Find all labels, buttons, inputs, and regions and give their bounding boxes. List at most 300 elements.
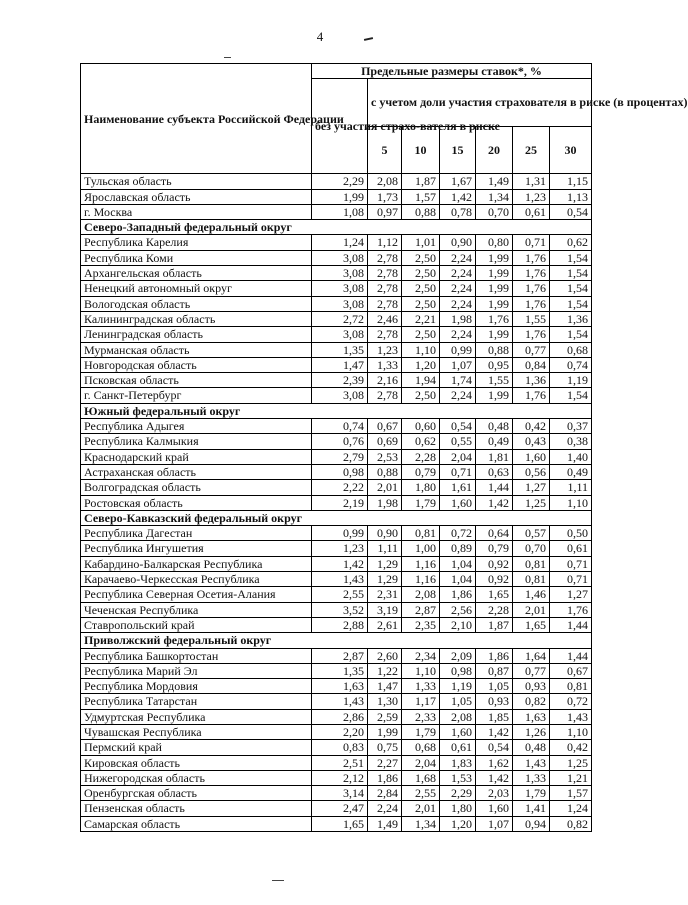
rate-with-participation: 1,27 [513, 480, 550, 495]
rate-with-participation: 1,20 [402, 357, 440, 372]
rate-with-participation: 1,22 [368, 663, 402, 678]
rate-with-participation: 1,15 [550, 174, 592, 189]
rate-with-participation: 1,43 [513, 755, 550, 770]
rate-with-participation: 0,81 [402, 526, 440, 541]
rate-with-participation: 1,99 [476, 327, 513, 342]
rate-with-participation: 1,19 [550, 373, 592, 388]
region-name: Оренбургская область [81, 786, 312, 801]
rate-with-participation: 2,24 [440, 250, 476, 265]
rate-with-participation: 1,46 [513, 587, 550, 602]
rate-with-participation: 1,99 [476, 250, 513, 265]
region-name: Архангельская область [81, 266, 312, 281]
rate-with-participation: 0,61 [440, 740, 476, 755]
rate-without-participation: 1,23 [312, 541, 368, 556]
table-row [81, 617, 592, 632]
rate-with-participation: 2,29 [440, 786, 476, 801]
rate-with-participation: 0,54 [476, 740, 513, 755]
rate-with-participation: 2,78 [368, 250, 402, 265]
rate-with-participation: 2,24 [440, 327, 476, 342]
table-row [81, 526, 592, 541]
rate-with-participation: 1,99 [476, 388, 513, 403]
rate-with-participation: 0,82 [550, 816, 592, 831]
percent-header: 10 [402, 126, 440, 174]
rate-with-participation: 0,57 [513, 526, 550, 541]
rate-with-participation: 1,76 [513, 281, 550, 296]
rate-with-participation: 0,81 [513, 556, 550, 571]
region-name: Краснодарский край [81, 449, 312, 464]
rate-with-participation: 1,64 [513, 648, 550, 663]
rate-without-participation: 0,98 [312, 464, 368, 479]
rate-without-participation: 1,35 [312, 342, 368, 357]
rate-with-participation: 2,04 [440, 449, 476, 464]
rate-with-participation: 1,54 [550, 296, 592, 311]
scan-mark [272, 880, 284, 881]
without-participation-header: без участия страхо-вателя в риске [312, 79, 368, 174]
rate-with-participation: 1,31 [513, 174, 550, 189]
rate-with-participation: 1,13 [550, 189, 592, 204]
rate-with-participation: 2,01 [402, 801, 440, 816]
rate-with-participation: 2,78 [368, 266, 402, 281]
rate-with-participation: 0,38 [550, 434, 592, 449]
table-row [81, 816, 592, 831]
rate-without-participation: 0,83 [312, 740, 368, 755]
region-name: Ненецкий автономный округ [81, 281, 312, 296]
rate-with-participation: 1,99 [368, 724, 402, 739]
rate-with-participation: 2,60 [368, 648, 402, 663]
rate-with-participation: 1,62 [476, 755, 513, 770]
rate-with-participation: 1,76 [550, 602, 592, 617]
rate-without-participation: 3,52 [312, 602, 368, 617]
table-row [81, 786, 592, 801]
rate-with-participation: 0,99 [440, 342, 476, 357]
rate-with-participation: 1,53 [440, 770, 476, 785]
rate-with-participation: 0,70 [513, 541, 550, 556]
rate-with-participation: 1,76 [513, 296, 550, 311]
rate-with-participation: 1,87 [476, 617, 513, 632]
rate-with-participation: 2,04 [402, 755, 440, 770]
rate-with-participation: 0,48 [513, 740, 550, 755]
rate-with-participation: 1,04 [440, 572, 476, 587]
region-name: Республика Калмыкия [81, 434, 312, 449]
rate-with-participation: 0,60 [402, 419, 440, 434]
region-name: Республика Мордовия [81, 679, 312, 694]
rate-with-participation: 1,60 [440, 495, 476, 510]
rate-without-participation: 3,08 [312, 296, 368, 311]
rate-without-participation: 2,86 [312, 709, 368, 724]
with-participation-header: с учетом доли участия страхователя в риске (в процентах) [368, 79, 592, 127]
table-row [81, 495, 592, 510]
rate-with-participation: 1,55 [476, 373, 513, 388]
rate-with-participation: 2,56 [440, 602, 476, 617]
rate-with-participation: 2,78 [368, 388, 402, 403]
rate-with-participation: 2,01 [368, 480, 402, 495]
district-row [81, 403, 592, 418]
rate-without-participation: 1,24 [312, 235, 368, 250]
rate-without-participation: 2,72 [312, 311, 368, 326]
rate-with-participation: 0,92 [476, 556, 513, 571]
region-name: Нижегородская область [81, 770, 312, 785]
table-row [81, 755, 592, 770]
rate-with-participation: 1,87 [402, 174, 440, 189]
rate-with-participation: 1,57 [550, 786, 592, 801]
rate-with-participation: 2,50 [402, 296, 440, 311]
rate-without-participation: 1,63 [312, 679, 368, 694]
rate-with-participation: 1,44 [550, 617, 592, 632]
table-row [81, 556, 592, 571]
rate-with-participation: 1,17 [402, 694, 440, 709]
rate-with-participation: 0,56 [513, 464, 550, 479]
rate-with-participation: 0,50 [550, 526, 592, 541]
scan-mark [224, 57, 231, 58]
rate-with-participation: 1,25 [550, 755, 592, 770]
rate-with-participation: 2,09 [440, 648, 476, 663]
rates-group-header: Предельные размеры ставок*, % [312, 64, 592, 79]
rate-with-participation: 2,55 [402, 786, 440, 801]
rate-with-participation: 1,60 [440, 724, 476, 739]
rate-with-participation: 1,10 [550, 495, 592, 510]
district-name: Приволжский федеральный округ [81, 633, 592, 648]
rate-with-participation: 0,37 [550, 419, 592, 434]
table-row [81, 694, 592, 709]
rate-with-participation: 1,76 [513, 327, 550, 342]
rate-with-participation: 1,16 [402, 556, 440, 571]
rate-with-participation: 1,98 [440, 311, 476, 326]
rate-with-participation: 1,54 [550, 250, 592, 265]
rate-with-participation: 1,65 [513, 617, 550, 632]
rate-without-participation: 3,08 [312, 388, 368, 403]
region-name: Астраханская область [81, 464, 312, 479]
rate-with-participation: 1,23 [368, 342, 402, 357]
rate-with-participation: 1,04 [440, 556, 476, 571]
region-name: Пермский край [81, 740, 312, 755]
region-name: Тульская область [81, 174, 312, 189]
rate-with-participation: 1,76 [513, 250, 550, 265]
rate-with-participation: 0,69 [368, 434, 402, 449]
rate-with-participation: 0,71 [550, 572, 592, 587]
rate-with-participation: 1,21 [550, 770, 592, 785]
table-row [81, 373, 592, 388]
rate-with-participation: 2,16 [368, 373, 402, 388]
percent-header: 20 [476, 126, 513, 174]
table-row [81, 770, 592, 785]
rate-with-participation: 0,55 [440, 434, 476, 449]
rate-with-participation: 0,74 [550, 357, 592, 372]
rate-with-participation: 0,77 [513, 663, 550, 678]
table-row [81, 357, 592, 372]
rate-with-participation: 0,42 [513, 419, 550, 434]
rate-with-participation: 2,84 [368, 786, 402, 801]
rate-with-participation: 2,50 [402, 266, 440, 281]
rate-with-participation: 0,90 [440, 235, 476, 250]
rate-without-participation: 1,99 [312, 189, 368, 204]
region-name: Республика Северная Осетия-Алания [81, 587, 312, 602]
rate-with-participation: 0,49 [476, 434, 513, 449]
rate-with-participation: 0,71 [440, 464, 476, 479]
rate-with-participation: 1,29 [368, 572, 402, 587]
percent-header: 5 [368, 126, 402, 174]
rate-with-participation: 1,00 [402, 541, 440, 556]
rate-with-participation: 0,98 [440, 663, 476, 678]
rate-with-participation: 0,93 [476, 694, 513, 709]
rate-with-participation: 1,34 [402, 816, 440, 831]
table-row [81, 541, 592, 556]
rate-with-participation: 0,80 [476, 235, 513, 250]
region-name: Кировская область [81, 755, 312, 770]
rate-with-participation: 0,75 [368, 740, 402, 755]
region-name: г. Санкт-Петербург [81, 388, 312, 403]
rate-with-participation: 2,61 [368, 617, 402, 632]
rate-with-participation: 1,33 [513, 770, 550, 785]
rate-with-participation: 1,76 [513, 388, 550, 403]
rate-with-participation: 0,64 [476, 526, 513, 541]
table-row [81, 587, 592, 602]
table-row [81, 801, 592, 816]
rate-with-participation: 2,27 [368, 755, 402, 770]
table-row [81, 679, 592, 694]
rate-with-participation: 1,44 [550, 648, 592, 663]
rate-with-participation: 0,81 [550, 679, 592, 694]
rate-with-participation: 0,42 [550, 740, 592, 755]
rate-with-participation: 1,54 [550, 281, 592, 296]
rate-with-participation: 1,73 [368, 189, 402, 204]
rate-with-participation: 1,80 [402, 480, 440, 495]
percent-header: 30 [550, 126, 592, 174]
table-row [81, 342, 592, 357]
rate-with-participation: 2,08 [402, 587, 440, 602]
rate-with-participation: 1,43 [550, 709, 592, 724]
district-name: Северо-Западный федеральный округ [81, 220, 592, 235]
rate-with-participation: 0,54 [440, 419, 476, 434]
rate-with-participation: 2,28 [476, 602, 513, 617]
rate-without-participation: 3,08 [312, 281, 368, 296]
district-row [81, 220, 592, 235]
rate-with-participation: 0,88 [402, 204, 440, 219]
rate-without-participation: 2,55 [312, 587, 368, 602]
rate-with-participation: 1,11 [550, 480, 592, 495]
rate-with-participation: 1,83 [440, 755, 476, 770]
rate-with-participation: 2,50 [402, 388, 440, 403]
rate-with-participation: 1,86 [440, 587, 476, 602]
region-name: Республика Адыгея [81, 419, 312, 434]
region-name: Республика Марий Эл [81, 663, 312, 678]
rate-with-participation: 1,86 [476, 648, 513, 663]
rate-with-participation: 1,42 [476, 724, 513, 739]
rate-with-participation: 1,42 [476, 495, 513, 510]
region-name: Ставропольский край [81, 617, 312, 632]
region-name: Республика Карелия [81, 235, 312, 250]
rate-without-participation: 0,76 [312, 434, 368, 449]
rate-with-participation: 0,67 [368, 419, 402, 434]
rate-with-participation: 0,88 [368, 464, 402, 479]
table-row [81, 663, 592, 678]
rate-with-participation: 2,46 [368, 311, 402, 326]
rate-with-participation: 0,72 [440, 526, 476, 541]
rates-table [80, 63, 688, 832]
rate-with-participation: 1,30 [368, 694, 402, 709]
table-row [81, 464, 592, 479]
rate-with-participation: 2,50 [402, 327, 440, 342]
rate-without-participation: 2,12 [312, 770, 368, 785]
rate-with-participation: 1,76 [476, 311, 513, 326]
district-name: Южный федеральный округ [81, 403, 592, 418]
rate-with-participation: 0,62 [550, 235, 592, 250]
rate-with-participation: 1,55 [513, 311, 550, 326]
rate-with-participation: 0,79 [402, 464, 440, 479]
rate-with-participation: 0,62 [402, 434, 440, 449]
rate-with-participation: 1,07 [476, 816, 513, 831]
table-row [81, 204, 592, 219]
rate-without-participation: 3,08 [312, 250, 368, 265]
rate-with-participation: 0,87 [476, 663, 513, 678]
rate-with-participation: 1,49 [476, 174, 513, 189]
rate-with-participation: 2,31 [368, 587, 402, 602]
rate-with-participation: 1,86 [368, 770, 402, 785]
table-row [81, 388, 592, 403]
table-row [81, 724, 592, 739]
rate-with-participation: 0,81 [513, 572, 550, 587]
rate-with-participation: 2,08 [440, 709, 476, 724]
rate-without-participation: 2,19 [312, 495, 368, 510]
rate-with-participation: 2,87 [402, 602, 440, 617]
rate-with-participation: 0,63 [476, 464, 513, 479]
table-row [81, 250, 592, 265]
rate-with-participation: 1,54 [550, 388, 592, 403]
table-row [81, 327, 592, 342]
rate-with-participation: 0,72 [550, 694, 592, 709]
region-name: Ленинградская область [81, 327, 312, 342]
rate-with-participation: 1,63 [513, 709, 550, 724]
rate-with-participation: 1,33 [368, 357, 402, 372]
rate-with-participation: 0,88 [476, 342, 513, 357]
rate-with-participation: 1,23 [513, 189, 550, 204]
table-row [81, 296, 592, 311]
rate-with-participation: 1,27 [550, 587, 592, 602]
rate-with-participation: 0,95 [476, 357, 513, 372]
rate-with-participation: 0,97 [368, 204, 402, 219]
rate-with-participation: 1,20 [440, 816, 476, 831]
rate-with-participation: 1,65 [476, 587, 513, 602]
rate-with-participation: 1,98 [368, 495, 402, 510]
table-row [81, 235, 592, 250]
rate-with-participation: 0,68 [550, 342, 592, 357]
region-name: Удмуртская Республика [81, 709, 312, 724]
rate-without-participation: 3,14 [312, 786, 368, 801]
table-row [81, 709, 592, 724]
rate-with-participation: 1,26 [513, 724, 550, 739]
rate-with-participation: 1,19 [440, 679, 476, 694]
rate-with-participation: 1,16 [402, 572, 440, 587]
rate-with-participation: 1,79 [402, 495, 440, 510]
rate-with-participation: 1,25 [513, 495, 550, 510]
rate-with-participation: 0,79 [476, 541, 513, 556]
region-name: Самарская область [81, 816, 312, 831]
rate-with-participation: 2,78 [368, 327, 402, 342]
rate-with-participation: 0,70 [476, 204, 513, 219]
table-row [81, 419, 592, 434]
table-row [81, 740, 592, 755]
region-name: Чувашская Республика [81, 724, 312, 739]
table-row [81, 281, 592, 296]
rate-with-participation: 0,89 [440, 541, 476, 556]
rate-without-participation: 3,08 [312, 266, 368, 281]
rate-with-participation: 0,68 [402, 740, 440, 755]
rate-with-participation: 2,24 [368, 801, 402, 816]
rate-with-participation: 2,33 [402, 709, 440, 724]
rate-with-participation: 0,94 [513, 816, 550, 831]
rate-without-participation: 2,20 [312, 724, 368, 739]
rate-with-participation: 2,59 [368, 709, 402, 724]
table-row [81, 189, 592, 204]
rate-with-participation: 2,78 [368, 296, 402, 311]
rate-with-participation: 1,29 [368, 556, 402, 571]
rate-with-participation: 2,03 [476, 786, 513, 801]
rate-with-participation: 2,50 [402, 281, 440, 296]
region-name: Пензенская область [81, 801, 312, 816]
region-name: Кабардино-Балкарская Республика [81, 556, 312, 571]
rate-with-participation: 2,35 [402, 617, 440, 632]
rate-with-participation: 1,74 [440, 373, 476, 388]
rate-with-participation: 1,54 [550, 266, 592, 281]
rate-with-participation: 0,61 [513, 204, 550, 219]
region-name: Ярославская область [81, 189, 312, 204]
rate-with-participation: 2,24 [440, 281, 476, 296]
rate-with-participation: 2,10 [440, 617, 476, 632]
rate-with-participation: 1,85 [476, 709, 513, 724]
rate-with-participation: 1,11 [368, 541, 402, 556]
rate-with-participation: 1,57 [402, 189, 440, 204]
table-row [81, 174, 592, 189]
rate-with-participation: 0,48 [476, 419, 513, 434]
rate-with-participation: 1,10 [402, 663, 440, 678]
rate-with-participation: 2,28 [402, 449, 440, 464]
rate-without-participation: 2,87 [312, 648, 368, 663]
rate-with-participation: 2,08 [368, 174, 402, 189]
rate-without-participation: 2,47 [312, 801, 368, 816]
page-number: 4 [316, 29, 324, 44]
subject-column-header: Наименование субъекта Российской Федерации [81, 64, 312, 174]
rate-with-participation: 1,49 [368, 816, 402, 831]
rate-with-participation: 1,41 [513, 801, 550, 816]
region-name: Республика Коми [81, 250, 312, 265]
rate-without-participation: 1,42 [312, 556, 368, 571]
rate-with-participation: 1,81 [476, 449, 513, 464]
rate-with-participation: 1,01 [402, 235, 440, 250]
percent-header: 25 [513, 126, 550, 174]
region-name: Ростовская область [81, 495, 312, 510]
rate-without-participation: 1,43 [312, 694, 368, 709]
rate-with-participation: 1,42 [476, 770, 513, 785]
rate-with-participation: 1,60 [513, 449, 550, 464]
rate-with-participation: 0,43 [513, 434, 550, 449]
rate-with-participation: 2,34 [402, 648, 440, 663]
table-row [81, 480, 592, 495]
rate-with-participation: 1,34 [476, 189, 513, 204]
rate-with-participation: 1,05 [476, 679, 513, 694]
rate-with-participation: 1,36 [550, 311, 592, 326]
rate-with-participation: 0,92 [476, 572, 513, 587]
region-name: Республика Дагестан [81, 526, 312, 541]
region-name: Волгоградская область [81, 480, 312, 495]
rate-with-participation: 1,79 [402, 724, 440, 739]
rate-with-participation: 0,82 [513, 694, 550, 709]
rate-with-participation: 1,67 [440, 174, 476, 189]
region-name: г. Москва [81, 204, 312, 219]
rate-with-participation: 1,76 [513, 266, 550, 281]
rate-with-participation: 1,07 [440, 357, 476, 372]
rate-without-participation: 0,74 [312, 419, 368, 434]
rate-without-participation: 1,65 [312, 816, 368, 831]
rate-with-participation: 1,94 [402, 373, 440, 388]
